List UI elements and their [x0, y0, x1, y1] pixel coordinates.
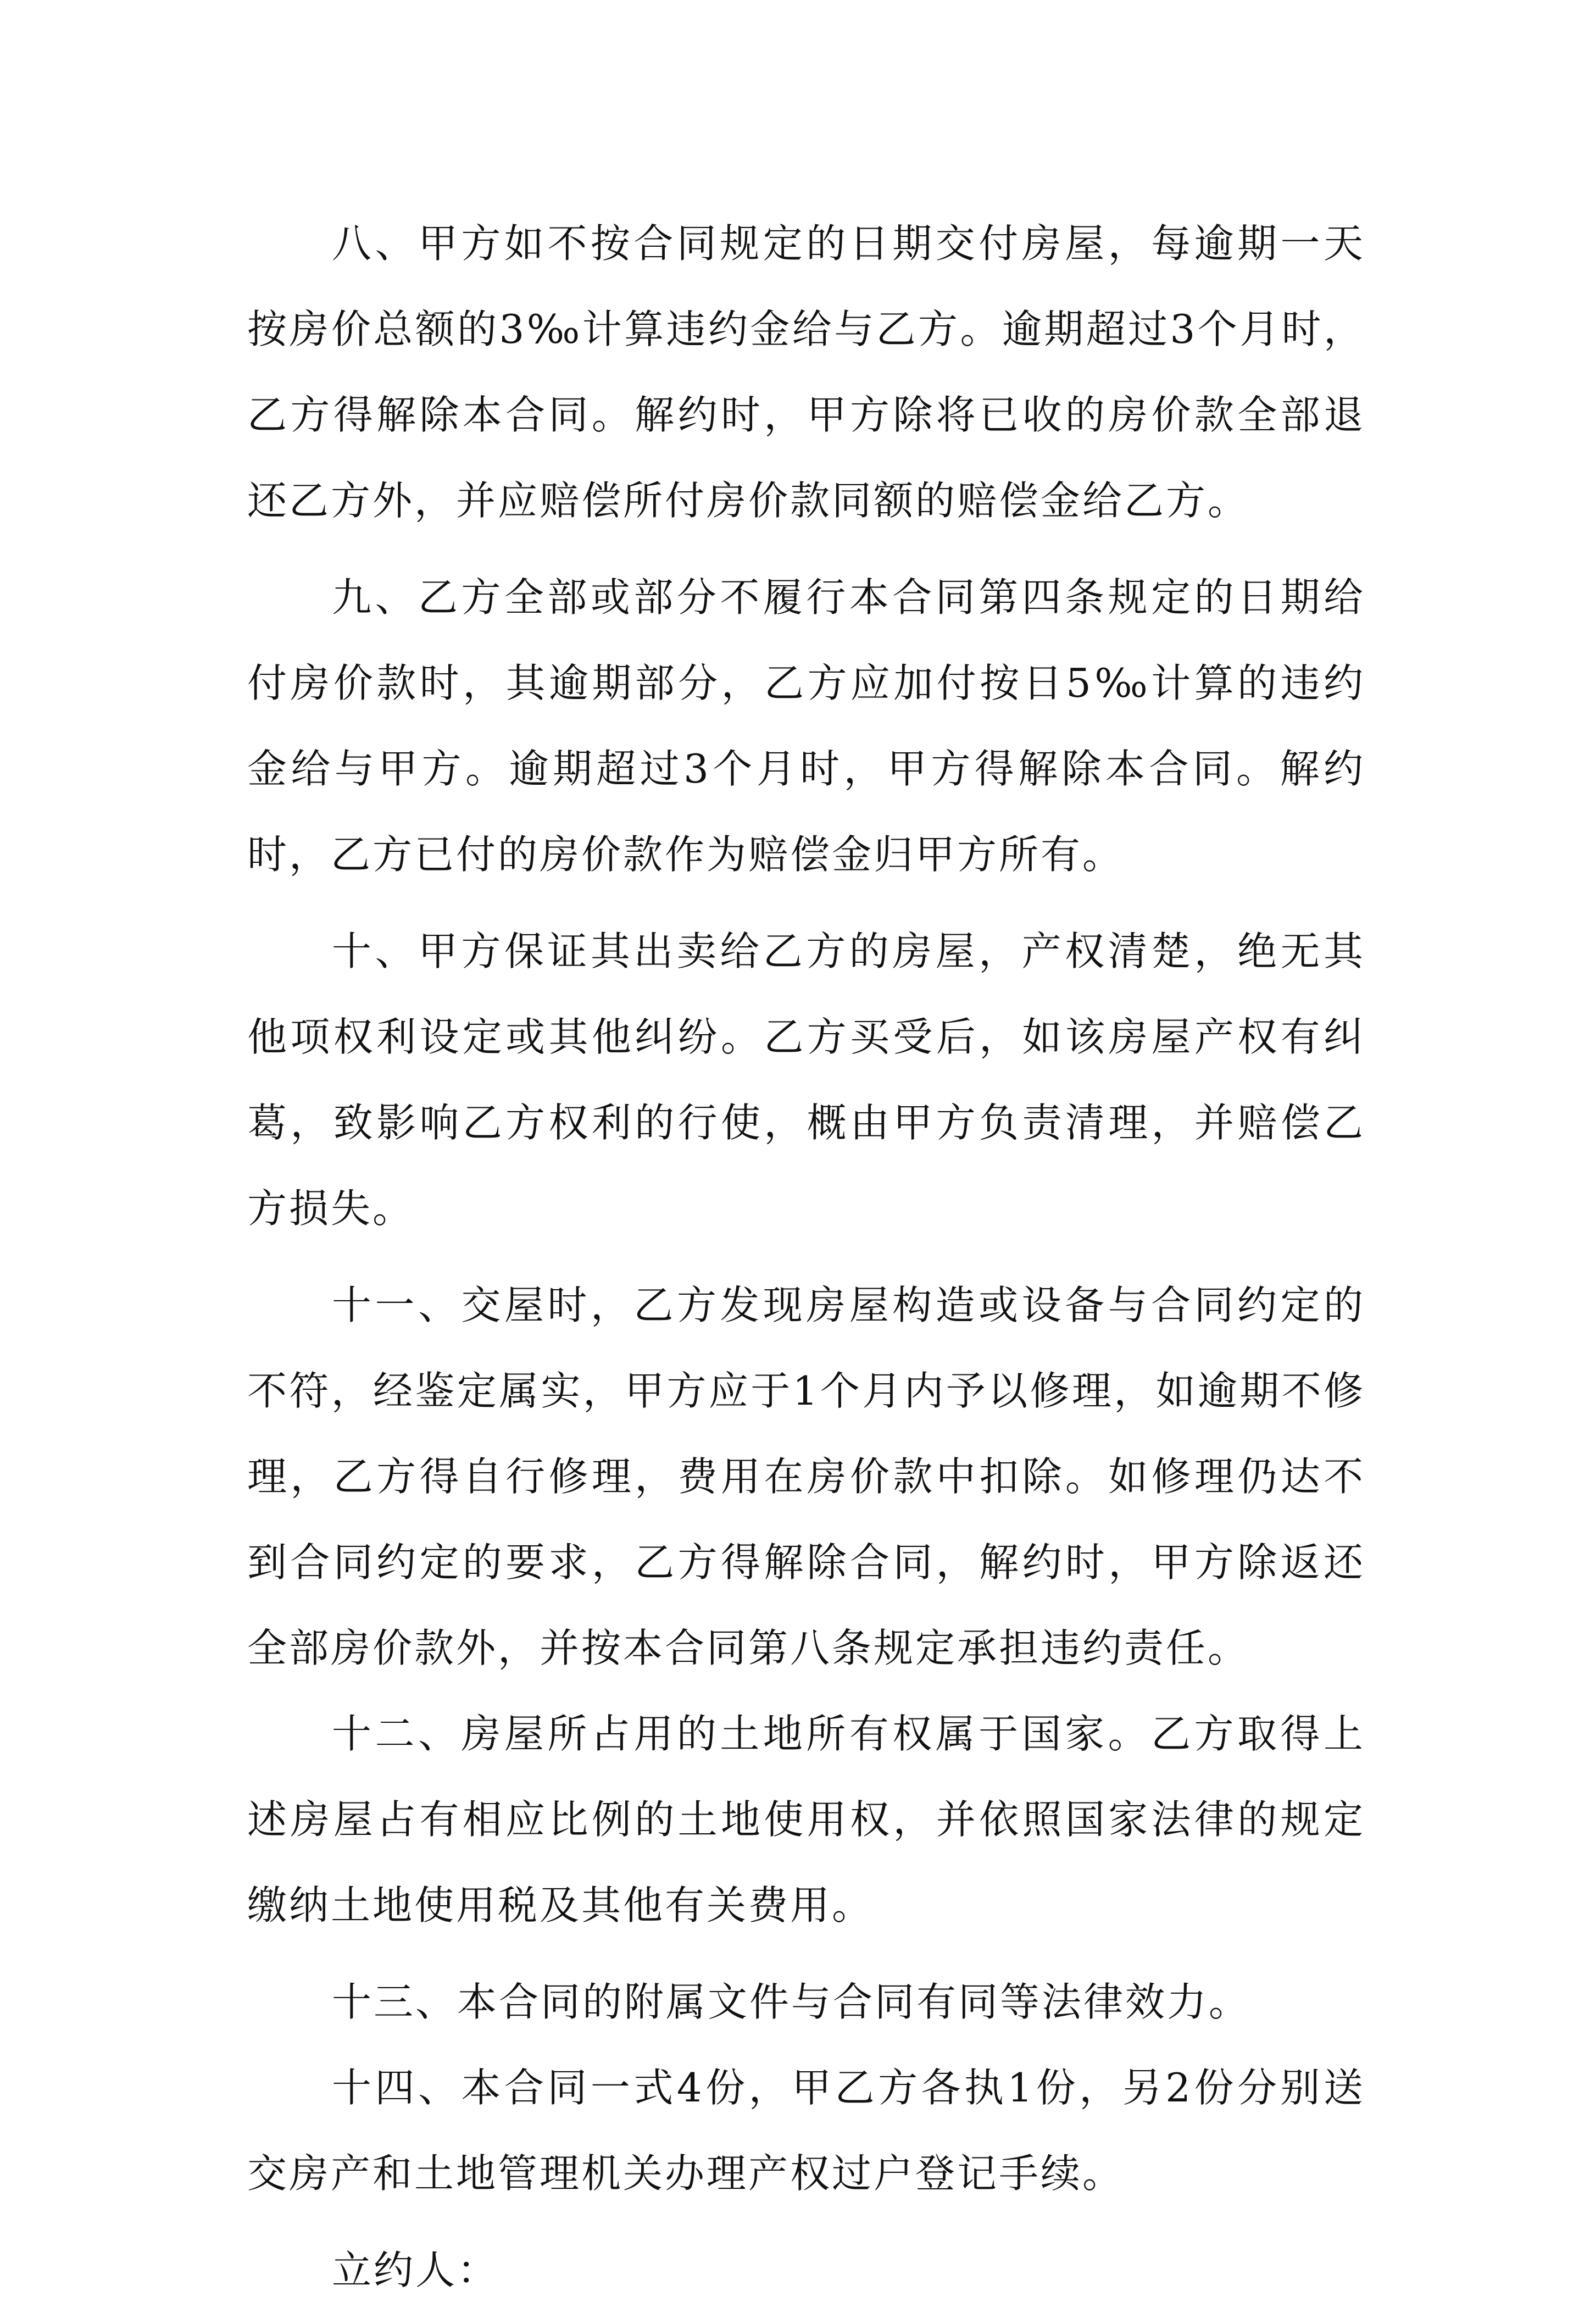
- signatory-label: 立约人：: [332, 2247, 499, 2293]
- clause-11: 十一、交屋时，乙方发现房屋构造或设备与合同约定的不符，经鉴定属实，甲方应于1个月内予以修理，如逾期不修理，乙方得自行修理，费用在房价款中扣除。如修理仍达不到合同约定的要求，乙方得解除合同，解约时，甲方除返还全部房价款外，并按本合同第八条规定承担违约责任。: [247, 1282, 1365, 1671]
- clause-13: 十三、本合同的附属文件与合同有同等法律效力。: [332, 1979, 1251, 2025]
- clause-12: 十二、房屋所占用的土地所有权属于国家。乙方取得上述房屋占有相应比例的土地使用权，并依照国家法律的规定缴纳土地使用税及其他有关费用。: [247, 1711, 1365, 1928]
- clause-10: 十、甲方保证其出卖给乙方的房屋，产权清楚，绝无其他项权利设定或其他纠纷。乙方买受后，如该房屋产权有纠葛，致影响乙方权利的行使，概由甲方负责清理，并赔偿乙方损失。: [247, 928, 1365, 1232]
- clause-9: 九、乙方全部或部分不履行本合同第四条规定的日期给付房价款时，其逾期部分，乙方应加付按日5‰计算的违约金给与甲方。逾期超过3个月时，甲方得解除本合同。解约时，乙方已付的房价款作为赔偿金归甲方所有。: [247, 574, 1365, 878]
- clause-14: 十四、本合同一式4份，甲乙方各执1份，另2份分别送交房产和土地管理机关办理产权过户登记手续。: [247, 2065, 1365, 2197]
- clause-8: 八、甲方如不按合同规定的日期交付房屋，每逾期一天按房价总额的3‰计算违约金给与乙方。逾期超过3个月时，乙方得解除本合同。解约时，甲方除将已收的房价款全部退还乙方外，并应赔偿所付房价款同额的赔偿金给乙方。: [247, 220, 1365, 524]
- contract-body: [247, 201, 1365, 2324]
